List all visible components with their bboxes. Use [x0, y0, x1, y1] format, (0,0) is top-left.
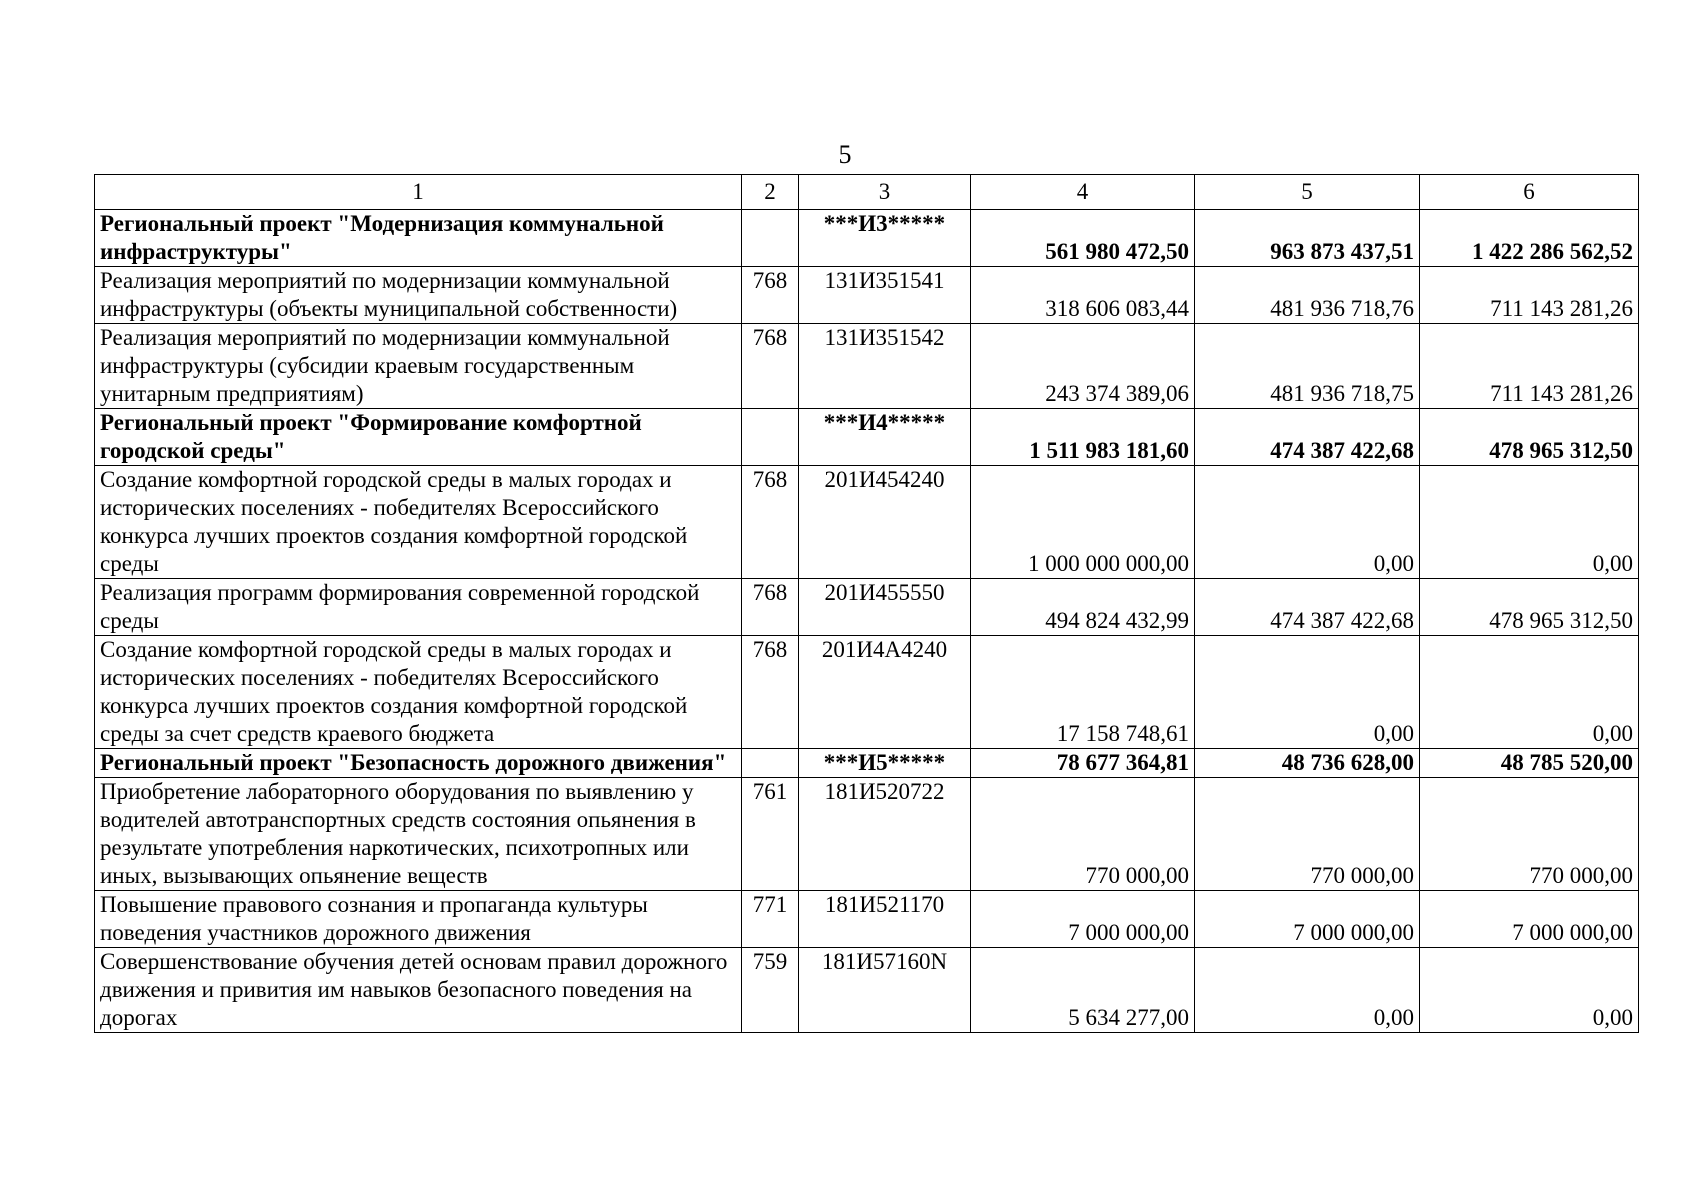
- column-header: 2: [742, 175, 799, 210]
- row-amount-col6: 48 785 520,00: [1420, 749, 1639, 778]
- row-amount-col5: 0,00: [1195, 466, 1420, 579]
- project-row: [95, 210, 1639, 267]
- row-amount-col5: 48 736 628,00: [1195, 749, 1420, 778]
- row-amount-col6: 478 965 312,50: [1420, 579, 1639, 636]
- column-header: 4: [971, 175, 1195, 210]
- row-amount-col5: 963 873 437,51: [1195, 210, 1420, 267]
- page-number: 5: [838, 140, 852, 169]
- row-amount-col4: 1 000 000 000,00: [971, 466, 1195, 579]
- row-amount-col6: 711 143 281,26: [1420, 324, 1639, 409]
- row-amount-col6: 478 965 312,50: [1420, 409, 1639, 466]
- row-amount-col4: 7 000 000,00: [971, 891, 1195, 948]
- row-csr-code: 201И454240: [799, 466, 971, 579]
- row-amount-col5: 481 936 718,76: [1195, 267, 1420, 324]
- row-amount-col4: 243 374 389,06: [971, 324, 1195, 409]
- row-amount-col4: 5 634 277,00: [971, 948, 1195, 1033]
- column-header: 1: [95, 175, 742, 210]
- table-row: [95, 636, 1639, 749]
- column-header: 5: [1195, 175, 1420, 210]
- row-gr-code: 771: [742, 891, 799, 948]
- row-name: Реализация мероприятий по модернизации коммунальной инфраструктуры (объекты муниципальной собственности): [95, 267, 742, 324]
- row-amount-col6: 0,00: [1420, 466, 1639, 579]
- row-name: Реализация мероприятий по модернизации коммунальной инфраструктуры (субсидии краевым государственным унитарным предприятиям): [95, 324, 742, 409]
- table-row: [95, 778, 1639, 891]
- row-gr-code: 761: [742, 778, 799, 891]
- column-number-row: [95, 175, 1639, 210]
- row-amount-col6: 7 000 000,00: [1420, 891, 1639, 948]
- row-amount-col5: 0,00: [1195, 636, 1420, 749]
- budget-table: [94, 174, 1639, 1033]
- row-csr-code: 181И521170: [799, 891, 971, 948]
- row-amount-col4: 494 824 432,99: [971, 579, 1195, 636]
- row-csr-code: 201И4А4240: [799, 636, 971, 749]
- row-name: Создание комфортной городской среды в малых городах и исторических поселениях - победителях Всероссийского конкурса лучших проектов создания комфортной городской среды за счет средств краевого бюджета: [95, 636, 742, 749]
- row-amount-col4: 1 511 983 181,60: [971, 409, 1195, 466]
- row-csr-code: ***И3*****: [799, 210, 971, 267]
- row-name: Совершенствование обучения детей основам правил дорожного движения и привития им навыков безопасного поведения на дорогах: [95, 948, 742, 1033]
- row-csr-code: 181И520722: [799, 778, 971, 891]
- table-row: [95, 267, 1639, 324]
- row-amount-col4: 770 000,00: [971, 778, 1195, 891]
- column-header: 3: [799, 175, 971, 210]
- row-amount-col6: 711 143 281,26: [1420, 267, 1639, 324]
- row-amount-col5: 474 387 422,68: [1195, 579, 1420, 636]
- row-csr-code: 131И351542: [799, 324, 971, 409]
- project-row: [95, 409, 1639, 466]
- row-name: Региональный проект "Безопасность дорожного движения": [95, 749, 742, 778]
- table-row: [95, 466, 1639, 579]
- row-name: Приобретение лабораторного оборудования по выявлению у водителей автотранспортных средств состояния опьянения в результате употребления наркотических, психотропных или иных, вызывающих опьянение веществ: [95, 778, 742, 891]
- row-amount-col4: 318 606 083,44: [971, 267, 1195, 324]
- row-name: Региональный проект "Модернизация коммунальной инфраструктуры": [95, 210, 742, 267]
- row-amount-col4: 561 980 472,50: [971, 210, 1195, 267]
- row-amount-col6: 1 422 286 562,52: [1420, 210, 1639, 267]
- row-amount-col6: 0,00: [1420, 636, 1639, 749]
- row-name: Повышение правового сознания и пропаганда культуры поведения участников дорожного движения: [95, 891, 742, 948]
- row-amount-col4: 78 677 364,81: [971, 749, 1195, 778]
- row-gr-code: [742, 749, 799, 778]
- row-csr-code: 131И351541: [799, 267, 971, 324]
- row-csr-code: 201И455550: [799, 579, 971, 636]
- column-header: 6: [1420, 175, 1639, 210]
- row-name: Реализация программ формирования современной городской среды: [95, 579, 742, 636]
- row-csr-code: ***И5*****: [799, 749, 971, 778]
- row-amount-col4: 17 158 748,61: [971, 636, 1195, 749]
- row-amount-col5: 474 387 422,68: [1195, 409, 1420, 466]
- row-gr-code: [742, 409, 799, 466]
- row-amount-col5: 481 936 718,75: [1195, 324, 1420, 409]
- row-name: Региональный проект "Формирование комфортной городской среды": [95, 409, 742, 466]
- row-amount-col6: 0,00: [1420, 948, 1639, 1033]
- table-row: [95, 891, 1639, 948]
- row-csr-code: 181И57160N: [799, 948, 971, 1033]
- row-gr-code: 768: [742, 579, 799, 636]
- project-row: [95, 749, 1639, 778]
- row-amount-col5: 7 000 000,00: [1195, 891, 1420, 948]
- row-gr-code: [742, 210, 799, 267]
- row-gr-code: 768: [742, 324, 799, 409]
- table-row: [95, 948, 1639, 1033]
- row-name: Создание комфортной городской среды в малых городах и исторических поселениях - победителях Всероссийского конкурса лучших проектов создания комфортной городской среды: [95, 466, 742, 579]
- row-csr-code: ***И4*****: [799, 409, 971, 466]
- row-amount-col5: 0,00: [1195, 948, 1420, 1033]
- table-row: [95, 579, 1639, 636]
- row-amount-col5: 770 000,00: [1195, 778, 1420, 891]
- row-amount-col6: 770 000,00: [1420, 778, 1639, 891]
- table-row: [95, 324, 1639, 409]
- row-gr-code: 768: [742, 267, 799, 324]
- row-gr-code: 759: [742, 948, 799, 1033]
- row-gr-code: 768: [742, 636, 799, 749]
- row-gr-code: 768: [742, 466, 799, 579]
